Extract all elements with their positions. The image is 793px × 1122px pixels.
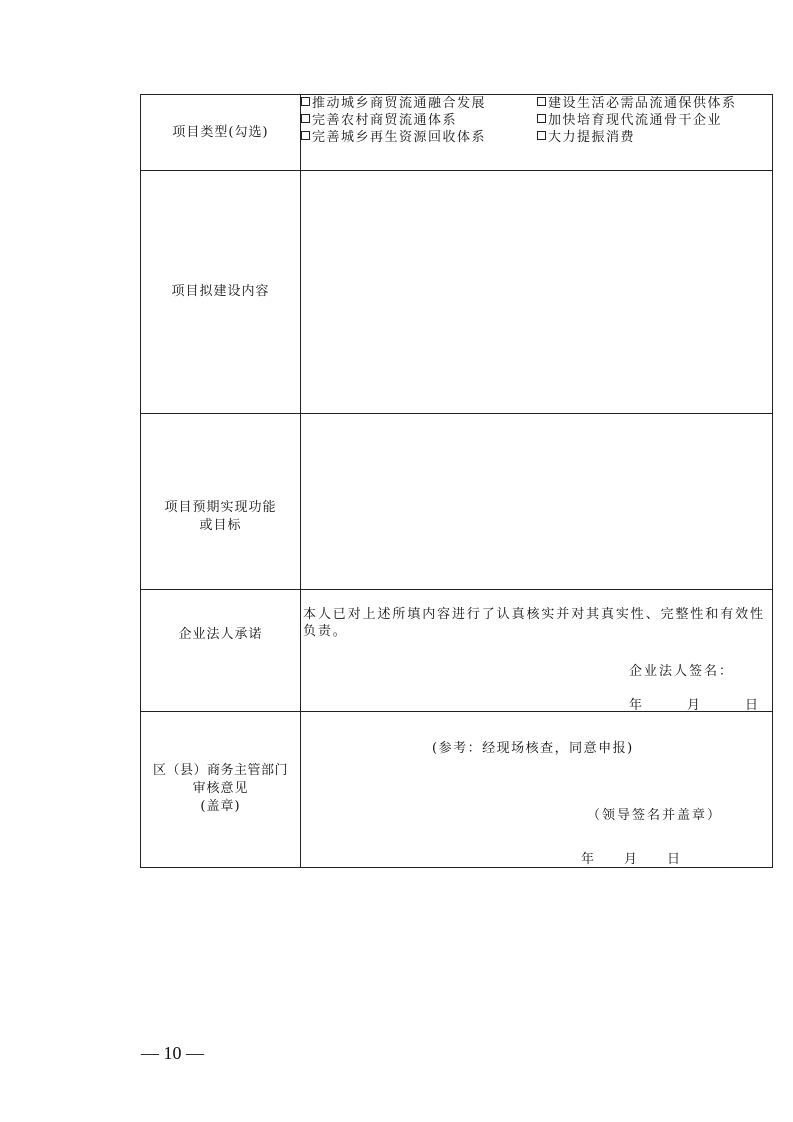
checkbox-icon[interactable]: [537, 131, 546, 140]
project-type-options: [301, 95, 773, 171]
option-rural-circulation[interactable]: 完善农村商贸流通体系: [301, 112, 537, 129]
legal-signature-label: 企业法人签名：: [629, 664, 735, 679]
commitment-date: 年 月 日: [629, 698, 759, 713]
leader-signature-label: （领导签名并盖章）: [587, 808, 723, 823]
review-date: 年 月 日: [581, 852, 681, 867]
checkbox-icon[interactable]: [301, 97, 310, 106]
checkbox-icon[interactable]: [537, 97, 546, 106]
construction-content-field[interactable]: [301, 171, 773, 414]
legal-commitment-label: 企业法人承诺: [178, 627, 263, 642]
page-number: — 10 —: [141, 1043, 204, 1063]
project-type-label: 项目类型(勾选): [141, 95, 301, 171]
checkbox-icon[interactable]: [301, 131, 310, 140]
option-recycling-system[interactable]: 完善城乡再生资源回收体系: [301, 129, 537, 146]
expected-goals-field[interactable]: [301, 414, 773, 590]
option-urban-rural-integration[interactable]: 推动城乡商贸流通融合发展: [301, 95, 537, 112]
expected-goals-label: 项目预期实现功能 或目标: [164, 500, 277, 533]
checkbox-icon[interactable]: [537, 114, 546, 123]
checkbox-icon[interactable]: [301, 114, 310, 123]
commitment-statement: 本人已对上述所填内容进行了认真核实并对其真实性、完整性和有效性负责。: [303, 607, 765, 639]
project-type-row: [141, 95, 773, 171]
review-opinion-label: 区（县）商务主管部门 审核意见 (盖章): [152, 763, 288, 814]
application-form-table: [140, 94, 773, 868]
option-boost-consumption[interactable]: 大力提振消费: [537, 129, 772, 146]
construction-content-label: 项目拟建设内容: [141, 171, 301, 414]
option-necessities-supply[interactable]: 建设生活必需品流通保供体系: [537, 95, 772, 112]
reference-opinion: (参考：经现场核查，同意申报): [432, 741, 634, 756]
expected-goals-row: [141, 414, 773, 590]
review-opinion-row: [141, 712, 773, 868]
construction-content-row: [141, 171, 773, 414]
option-backbone-enterprises[interactable]: 加快培育现代流通骨干企业: [537, 112, 772, 129]
legal-commitment-row: [141, 590, 773, 712]
